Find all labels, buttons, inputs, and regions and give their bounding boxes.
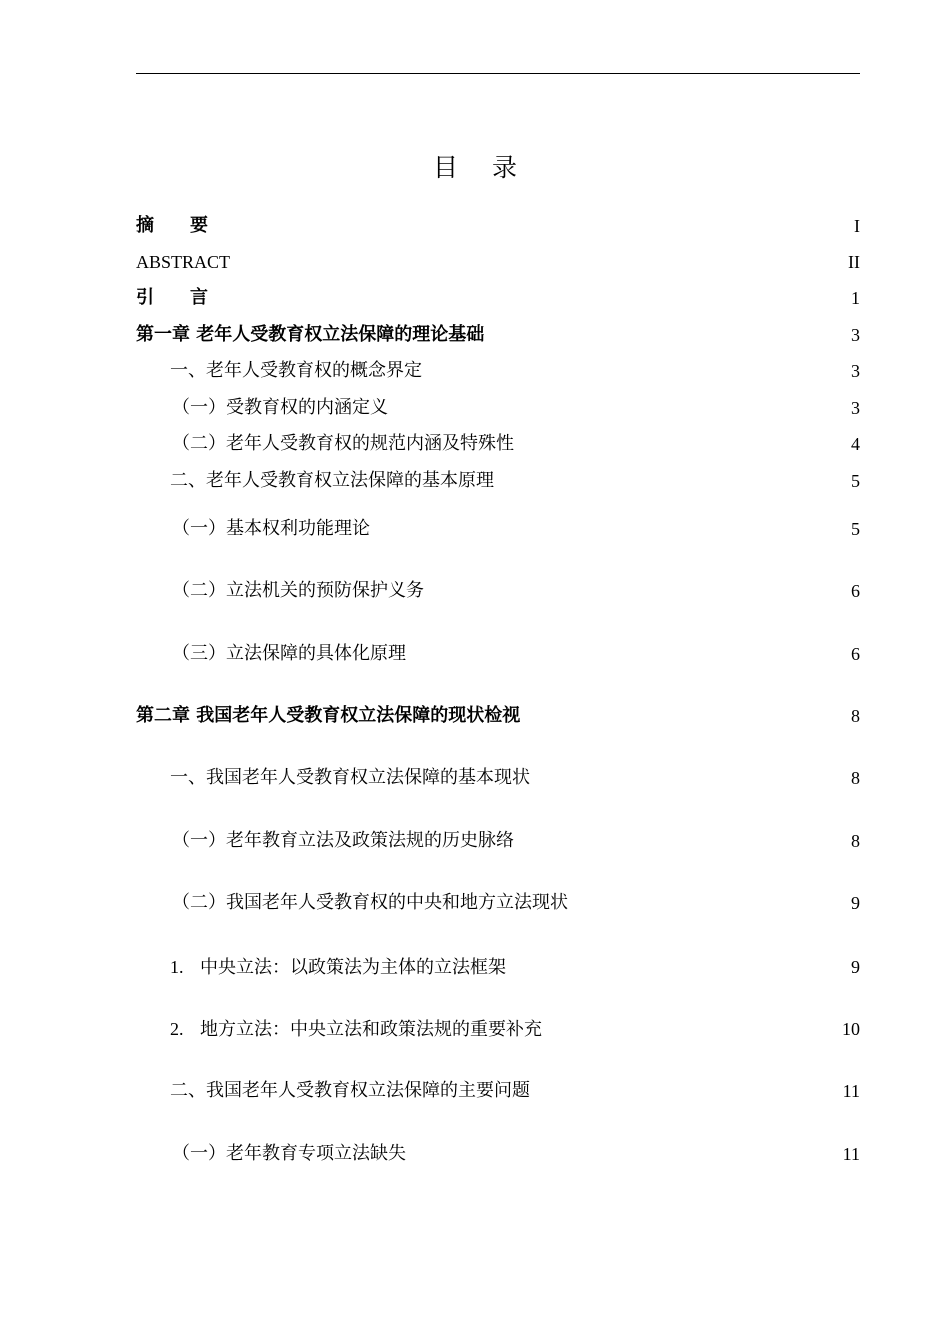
toc-entry-label: 第二章 我国老年人受教育权立法保障的现状检视 bbox=[136, 705, 521, 726]
toc-title-char-1: 目 bbox=[432, 153, 458, 182]
toc-entry-label: 第一章 老年人受教育权立法保障的理论基础 bbox=[136, 324, 485, 345]
toc-entry-abstract-en[interactable] bbox=[136, 249, 860, 275]
toc-entry-label: 二、老年人受教育权立法保障的基本原理 bbox=[170, 470, 494, 491]
toc-entry-label: （二）老年人受教育权的规范内涵及特殊性 bbox=[172, 433, 514, 454]
toc-entry-text: 地方立法：中央立法和政策法规的重要补充 bbox=[200, 1019, 542, 1040]
toc-entry-page: I bbox=[854, 216, 860, 236]
toc-entry-page: 5 bbox=[851, 519, 860, 539]
toc-entry-subsection[interactable] bbox=[136, 431, 860, 457]
toc-entry-section[interactable] bbox=[136, 765, 860, 791]
toc-entry-subsection[interactable] bbox=[136, 1141, 860, 1167]
toc-entry-page: 3 bbox=[851, 398, 860, 418]
toc-entry-section[interactable] bbox=[136, 1078, 860, 1104]
toc-entry-page: 1 bbox=[851, 288, 860, 308]
toc-title bbox=[0, 148, 950, 184]
toc-entry-page: 11 bbox=[842, 1081, 860, 1101]
toc-entry-subsection[interactable] bbox=[136, 578, 860, 604]
toc-entry-page: 3 bbox=[851, 325, 860, 345]
toc-entry-page: 6 bbox=[851, 581, 860, 601]
toc-entry-subsection[interactable] bbox=[136, 641, 860, 667]
toc-entry-label: （一）受教育权的内涵定义 bbox=[172, 397, 388, 418]
toc-entry-page: 8 bbox=[851, 768, 860, 788]
toc-entry-label: 一、我国老年人受教育权立法保障的基本现状 bbox=[170, 767, 530, 788]
toc-entry-label: （二）我国老年人受教育权的中央和地方立法现状 bbox=[172, 892, 568, 913]
toc-entry-label: （三）立法保障的具体化原理 bbox=[172, 643, 406, 664]
toc-entry-number: 1. bbox=[170, 957, 184, 977]
toc-entry-page: II bbox=[848, 252, 860, 272]
toc-entry-label: 引 言 bbox=[136, 287, 208, 308]
toc-entry-page: 10 bbox=[842, 1019, 860, 1039]
toc-entry-label: 二、我国老年人受教育权立法保障的主要问题 bbox=[170, 1080, 530, 1101]
toc-entry-label: 摘 要 bbox=[136, 215, 208, 236]
toc-entry-text: 中央立法：以政策法为主体的立法框架 bbox=[200, 957, 506, 978]
header-rule bbox=[136, 73, 860, 74]
toc-entry-section[interactable] bbox=[136, 468, 860, 494]
toc-entry-label bbox=[170, 954, 506, 981]
toc-entry-page: 9 bbox=[851, 957, 860, 977]
toc-entry-abstract-cn[interactable] bbox=[136, 213, 860, 239]
toc-entry-page: 8 bbox=[851, 831, 860, 851]
toc-entry-page: 11 bbox=[842, 1144, 860, 1164]
toc-entry-label: ABSTRACT bbox=[136, 252, 231, 272]
toc-entry-subsection[interactable] bbox=[136, 395, 860, 421]
toc-entry-item[interactable] bbox=[136, 1016, 860, 1042]
toc-entry-page: 9 bbox=[851, 893, 860, 913]
toc-title-char-2: 录 bbox=[492, 153, 518, 182]
toc-entry-item[interactable] bbox=[136, 954, 860, 980]
toc-entry-page: 4 bbox=[851, 434, 860, 454]
toc-entry-label: 一、老年人受教育权的概念界定 bbox=[170, 360, 422, 381]
toc-entry-chapter-2[interactable] bbox=[136, 703, 860, 729]
toc-entry-number: 2. bbox=[170, 1019, 184, 1039]
toc-entry-subsection[interactable] bbox=[136, 516, 860, 542]
toc-entry-subsection[interactable] bbox=[136, 828, 860, 854]
toc-entry-label: （一）老年教育专项立法缺失 bbox=[172, 1143, 406, 1164]
toc-entry-page: 8 bbox=[851, 706, 860, 726]
toc-entry-page: 6 bbox=[851, 644, 860, 664]
toc-entry-label: （一）基本权利功能理论 bbox=[172, 518, 370, 539]
toc-entry-page: 3 bbox=[851, 361, 860, 381]
toc-entry-chapter-1[interactable] bbox=[136, 322, 860, 348]
toc-entry-label bbox=[170, 1016, 542, 1043]
toc-entry-label: （二）立法机关的预防保护义务 bbox=[172, 580, 424, 601]
toc-entry-subsection[interactable] bbox=[136, 890, 860, 916]
toc-entry-introduction[interactable] bbox=[136, 285, 860, 311]
toc-entry-label: （一）老年教育立法及政策法规的历史脉络 bbox=[172, 830, 514, 851]
toc-entry-page: 5 bbox=[851, 471, 860, 491]
toc-entry-section[interactable] bbox=[136, 358, 860, 384]
